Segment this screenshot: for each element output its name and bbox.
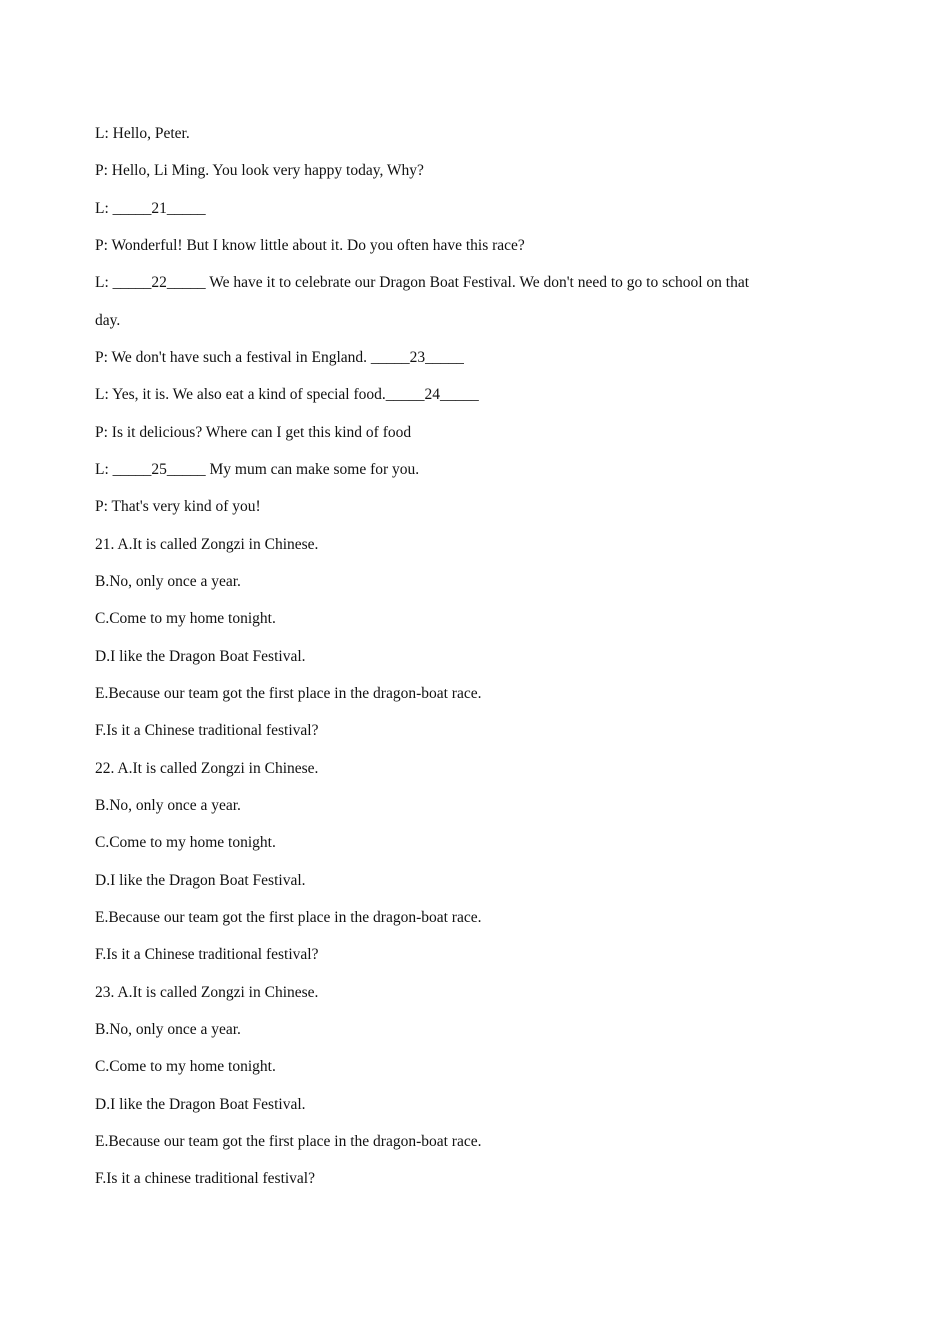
question-23-option-a: 23. A.It is called Zongzi in Chinese. xyxy=(95,984,319,1001)
dialogue-line: P: Hello, Li Ming. You look very happy today, Why? xyxy=(95,162,424,179)
dialogue-line: P: We don't have such a festival in England. _____23_____ xyxy=(95,349,464,366)
dialogue-line: L: _____22_____ We have it to celebrate our Dragon Boat Festival. We don't need to go to school on that xyxy=(95,274,750,291)
dialogue-line: L: _____25_____ My mum can make some for you. xyxy=(95,461,420,478)
question-21-option-c: C.Come to my home tonight. xyxy=(95,610,276,627)
dialogue-line: L: Yes, it is. We also eat a kind of special food._____24_____ xyxy=(95,386,479,403)
question-22-option-d: D.I like the Dragon Boat Festival. xyxy=(95,872,306,889)
dialogue-line: P: Wonderful! But I know little about it. Do you often have this race? xyxy=(95,237,525,254)
question-23-option-d: D.I like the Dragon Boat Festival. xyxy=(95,1096,306,1113)
dialogue-line: L: _____21_____ xyxy=(95,200,206,217)
question-23-option-e: E.Because our team got the first place in the dragon-boat race. xyxy=(95,1133,482,1150)
question-21-option-e: E.Because our team got the first place in the dragon-boat race. xyxy=(95,685,482,702)
question-22-option-b: B.No, only once a year. xyxy=(95,797,241,814)
dialogue-line: P: Is it delicious? Where can I get this kind of food xyxy=(95,424,412,441)
question-22-option-f: F.Is it a Chinese traditional festival? xyxy=(95,946,319,963)
question-23-option-c: C.Come to my home tonight. xyxy=(95,1058,276,1075)
question-23-option-f: F.Is it a chinese traditional festival? xyxy=(95,1170,315,1187)
question-21-option-f: F.Is it a Chinese traditional festival? xyxy=(95,722,319,739)
dialogue-line: L: Hello, Peter. xyxy=(95,125,190,142)
dialogue-line: P: That's very kind of you! xyxy=(95,498,261,515)
question-21-option-d: D.I like the Dragon Boat Festival. xyxy=(95,648,306,665)
question-22-option-a: 22. A.It is called Zongzi in Chinese. xyxy=(95,760,319,777)
question-23-option-b: B.No, only once a year. xyxy=(95,1021,241,1038)
question-22-option-c: C.Come to my home tonight. xyxy=(95,834,276,851)
question-22-option-e: E.Because our team got the first place in the dragon-boat race. xyxy=(95,909,482,926)
question-21-option-a: 21. A.It is called Zongzi in Chinese. xyxy=(95,536,319,553)
dialogue-line: day. xyxy=(95,312,121,329)
question-21-option-b: B.No, only once a year. xyxy=(95,573,241,590)
